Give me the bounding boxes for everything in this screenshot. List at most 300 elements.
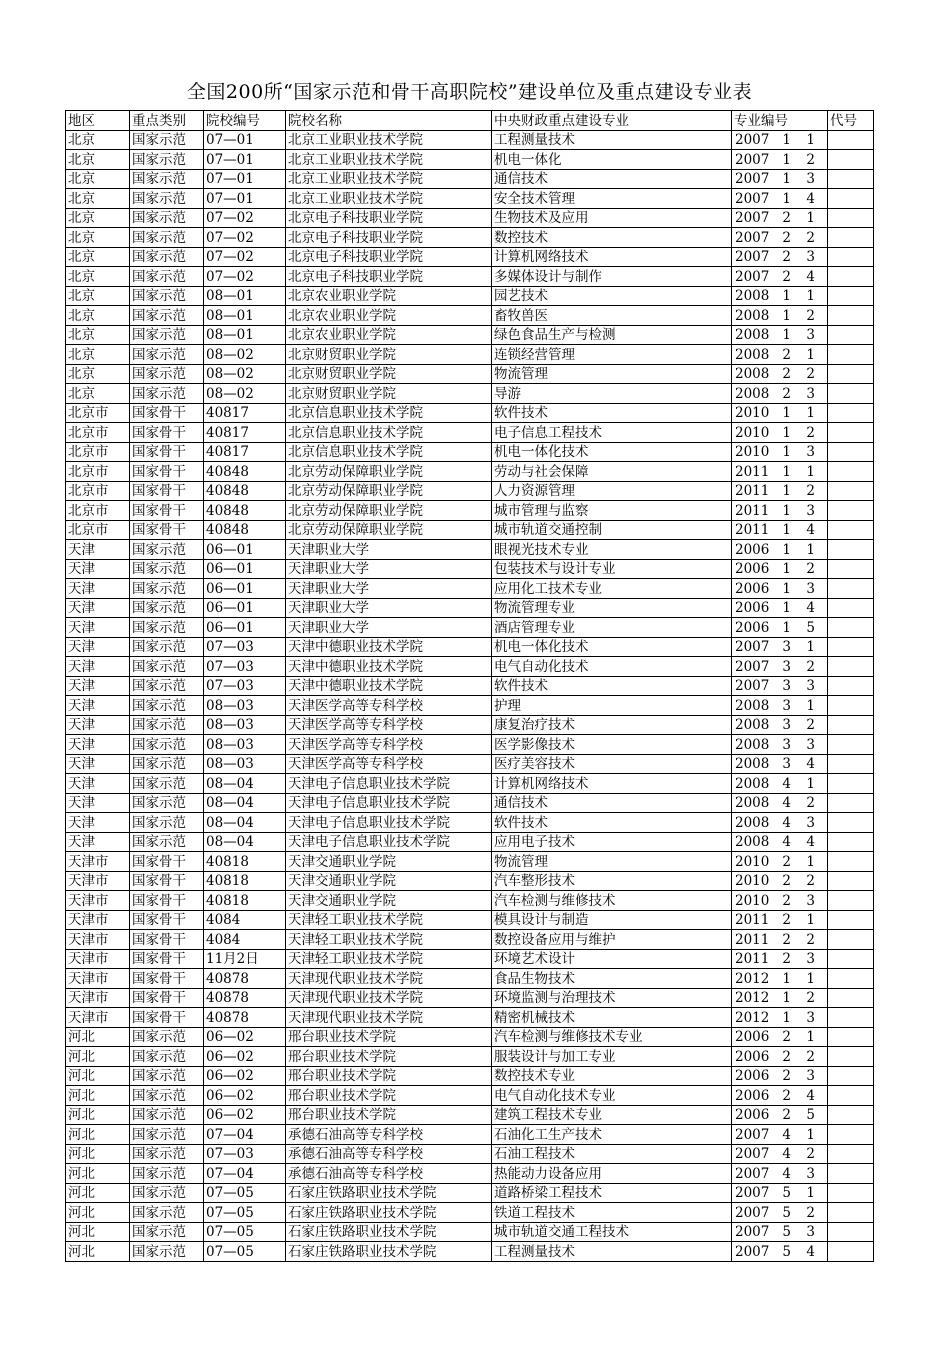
cell-category[interactable]: 国家示范 [130,189,204,209]
cell-major[interactable]: 软件技术 [492,813,732,833]
cell-code[interactable] [828,364,874,384]
cell-code[interactable] [828,462,874,482]
cell-region[interactable]: 河北 [66,1203,130,1223]
cell-major[interactable]: 医疗美容技术 [492,754,732,774]
cell-category[interactable]: 国家示范 [130,1164,204,1184]
cell-major[interactable]: 导游 [492,384,732,404]
cell-region[interactable]: 北京 [66,130,130,150]
cell-school-code[interactable]: 40878 [204,1008,286,1028]
cell-school-name[interactable]: 天津现代职业技术学院 [286,1008,492,1028]
cell-region[interactable]: 天津市 [66,949,130,969]
cell-school-code[interactable]: 07—03 [204,1144,286,1164]
cell-school-code[interactable]: 08—04 [204,793,286,813]
cell-school-name[interactable]: 北京电子科技职业学院 [286,228,492,248]
cell-code[interactable] [828,286,874,306]
cell-school-code[interactable]: 08—02 [204,384,286,404]
cell-code[interactable] [828,676,874,696]
cell-school-code[interactable]: 40878 [204,969,286,989]
header-cell-school-name[interactable]: 院校名称 [286,111,492,131]
cell-region[interactable]: 河北 [66,1222,130,1242]
cell-school-name[interactable]: 天津医学高等专科学校 [286,715,492,735]
cell-major-code[interactable] [732,1047,828,1067]
cell-major-code[interactable] [732,852,828,872]
cell-school-name[interactable]: 邢台职业技术学院 [286,1086,492,1106]
cell-code[interactable] [828,208,874,228]
cell-major-code[interactable] [732,559,828,579]
cell-region[interactable]: 北京 [66,208,130,228]
cell-school-code[interactable]: 40848 [204,501,286,521]
cell-major[interactable]: 城市轨道交通控制 [492,520,732,540]
cell-school-name[interactable]: 天津医学高等专科学校 [286,735,492,755]
cell-school-code[interactable]: 40818 [204,871,286,891]
cell-code[interactable] [828,267,874,287]
cell-school-name[interactable]: 天津轻工职业技术学院 [286,910,492,930]
cell-category[interactable]: 国家示范 [130,813,204,833]
cell-school-code[interactable]: 07—05 [204,1242,286,1262]
cell-code[interactable] [828,247,874,267]
cell-major[interactable]: 机电一体化技术 [492,637,732,657]
cell-code[interactable] [828,423,874,443]
cell-code[interactable] [828,540,874,560]
cell-code[interactable] [828,910,874,930]
cell-code[interactable] [828,520,874,540]
cell-school-code[interactable]: 08—01 [204,325,286,345]
cell-category[interactable]: 国家示范 [130,267,204,287]
cell-major[interactable]: 多媒体设计与制作 [492,267,732,287]
cell-major-code[interactable] [732,1027,828,1047]
cell-school-name[interactable]: 北京电子科技职业学院 [286,208,492,228]
cell-category[interactable]: 国家示范 [130,130,204,150]
cell-region[interactable]: 天津市 [66,891,130,911]
cell-category[interactable]: 国家骨干 [130,910,204,930]
cell-school-code[interactable]: 07—03 [204,657,286,677]
cell-category[interactable]: 国家示范 [130,735,204,755]
cell-code[interactable] [828,345,874,365]
cell-major[interactable]: 工程测量技术 [492,130,732,150]
cell-school-code[interactable]: 08—02 [204,364,286,384]
cell-region[interactable]: 河北 [66,1144,130,1164]
cell-category[interactable]: 国家示范 [130,208,204,228]
cell-category[interactable]: 国家示范 [130,1027,204,1047]
cell-code[interactable] [828,501,874,521]
cell-major-code[interactable] [732,150,828,170]
cell-code[interactable] [828,325,874,345]
cell-school-name[interactable]: 北京农业职业学院 [286,306,492,326]
cell-region[interactable]: 天津 [66,540,130,560]
cell-code[interactable] [828,1242,874,1262]
cell-region[interactable]: 天津 [66,598,130,618]
cell-category[interactable]: 国家示范 [130,637,204,657]
cell-region[interactable]: 北京市 [66,481,130,501]
cell-major-code[interactable] [732,169,828,189]
cell-category[interactable]: 国家示范 [130,579,204,599]
cell-school-name[interactable]: 天津医学高等专科学校 [286,754,492,774]
cell-region[interactable]: 河北 [66,1164,130,1184]
cell-region[interactable]: 天津市 [66,969,130,989]
cell-school-code[interactable]: 08—03 [204,696,286,716]
cell-major-code[interactable] [732,520,828,540]
cell-school-name[interactable]: 北京劳动保障职业学院 [286,481,492,501]
cell-school-code[interactable]: 07—01 [204,130,286,150]
cell-category[interactable]: 国家骨干 [130,871,204,891]
cell-major-code[interactable] [732,501,828,521]
cell-category[interactable]: 国家示范 [130,150,204,170]
cell-major-code[interactable] [732,130,828,150]
cell-school-name[interactable]: 承德石油高等专科学校 [286,1144,492,1164]
cell-major-code[interactable] [732,228,828,248]
cell-category[interactable]: 国家示范 [130,540,204,560]
cell-code[interactable] [828,1222,874,1242]
cell-school-code[interactable]: 08—04 [204,813,286,833]
cell-major[interactable]: 软件技术 [492,676,732,696]
cell-major-code[interactable] [732,793,828,813]
cell-major-code[interactable] [732,579,828,599]
header-cell-school-code[interactable]: 院校编号 [204,111,286,131]
cell-school-name[interactable]: 北京工业职业技术学院 [286,130,492,150]
cell-major[interactable]: 道路桥梁工程技术 [492,1183,732,1203]
cell-major-code[interactable] [732,618,828,638]
cell-major[interactable]: 环境艺术设计 [492,949,732,969]
cell-code[interactable] [828,774,874,794]
cell-category[interactable]: 国家示范 [130,696,204,716]
cell-category[interactable]: 国家示范 [130,598,204,618]
cell-school-code[interactable]: 4084 [204,930,286,950]
cell-major[interactable]: 数控技术 [492,228,732,248]
cell-region[interactable]: 河北 [66,1125,130,1145]
cell-region[interactable]: 河北 [66,1047,130,1067]
cell-code[interactable] [828,598,874,618]
cell-region[interactable]: 北京 [66,267,130,287]
cell-school-code[interactable]: 06—01 [204,559,286,579]
cell-major-code[interactable] [732,715,828,735]
cell-code[interactable] [828,559,874,579]
cell-region[interactable]: 天津市 [66,910,130,930]
cell-code[interactable] [828,1164,874,1184]
cell-region[interactable]: 天津 [66,559,130,579]
cell-school-code[interactable]: 07—01 [204,169,286,189]
cell-major[interactable]: 石油化工生产技术 [492,1125,732,1145]
cell-major[interactable]: 环境监测与治理技术 [492,988,732,1008]
cell-major[interactable]: 数控设备应用与维护 [492,930,732,950]
cell-major-code[interactable] [732,1164,828,1184]
cell-region[interactable]: 天津 [66,579,130,599]
cell-code[interactable] [828,1183,874,1203]
cell-region[interactable]: 天津市 [66,852,130,872]
cell-school-name[interactable]: 天津职业大学 [286,618,492,638]
cell-region[interactable]: 北京 [66,247,130,267]
cell-school-code[interactable]: 08—04 [204,774,286,794]
cell-school-name[interactable]: 邢台职业技术学院 [286,1047,492,1067]
cell-school-name[interactable]: 北京信息职业技术学院 [286,423,492,443]
cell-school-name[interactable]: 承德石油高等专科学校 [286,1164,492,1184]
cell-school-name[interactable]: 石家庄铁路职业技术学院 [286,1222,492,1242]
cell-region[interactable]: 北京 [66,306,130,326]
cell-major-code[interactable] [732,969,828,989]
cell-major[interactable]: 酒店管理专业 [492,618,732,638]
cell-school-name[interactable]: 天津电子信息职业技术学院 [286,813,492,833]
cell-major-code[interactable] [732,462,828,482]
cell-major-code[interactable] [732,988,828,1008]
cell-category[interactable]: 国家示范 [130,325,204,345]
cell-code[interactable] [828,793,874,813]
cell-region[interactable]: 北京 [66,228,130,248]
cell-code[interactable] [828,150,874,170]
cell-code[interactable] [828,306,874,326]
cell-region[interactable]: 天津 [66,676,130,696]
cell-major-code[interactable] [732,306,828,326]
cell-code[interactable] [828,930,874,950]
cell-region[interactable]: 天津 [66,832,130,852]
cell-major[interactable]: 物流管理专业 [492,598,732,618]
cell-category[interactable]: 国家骨干 [130,1008,204,1028]
cell-category[interactable]: 国家示范 [130,1242,204,1262]
cell-school-code[interactable]: 07—01 [204,189,286,209]
cell-region[interactable]: 北京 [66,384,130,404]
cell-school-code[interactable]: 40818 [204,852,286,872]
cell-region[interactable]: 河北 [66,1086,130,1106]
cell-region[interactable]: 天津 [66,735,130,755]
cell-region[interactable]: 天津 [66,696,130,716]
cell-major-code[interactable] [732,1086,828,1106]
cell-category[interactable]: 国家示范 [130,1105,204,1125]
cell-major[interactable]: 城市轨道交通工程技术 [492,1222,732,1242]
cell-school-name[interactable]: 天津职业大学 [286,598,492,618]
cell-school-code[interactable]: 07—03 [204,637,286,657]
cell-major[interactable]: 计算机网络技术 [492,774,732,794]
cell-school-code[interactable]: 40818 [204,891,286,911]
cell-school-code[interactable]: 06—02 [204,1047,286,1067]
cell-category[interactable]: 国家骨干 [130,462,204,482]
cell-school-code[interactable]: 06—02 [204,1066,286,1086]
cell-major[interactable]: 机电一体化技术 [492,442,732,462]
cell-major[interactable]: 建筑工程技术专业 [492,1105,732,1125]
cell-school-name[interactable]: 北京信息职业技术学院 [286,442,492,462]
cell-major-code[interactable] [732,286,828,306]
cell-major[interactable]: 电气自动化技术专业 [492,1086,732,1106]
cell-major[interactable]: 汽车检测与维修技术专业 [492,1027,732,1047]
cell-code[interactable] [828,130,874,150]
cell-school-code[interactable]: 40817 [204,442,286,462]
cell-school-name[interactable]: 北京信息职业技术学院 [286,403,492,423]
cell-category[interactable]: 国家示范 [130,345,204,365]
cell-code[interactable] [828,949,874,969]
cell-school-code[interactable]: 06—01 [204,618,286,638]
cell-region[interactable]: 河北 [66,1066,130,1086]
cell-major[interactable]: 铁道工程技术 [492,1203,732,1223]
cell-major-code[interactable] [732,403,828,423]
cell-school-name[interactable]: 天津现代职业技术学院 [286,969,492,989]
cell-school-name[interactable]: 邢台职业技术学院 [286,1066,492,1086]
cell-category[interactable]: 国家示范 [130,754,204,774]
header-cell-region[interactable]: 地区 [66,111,130,131]
cell-major[interactable]: 机电一体化 [492,150,732,170]
cell-major[interactable]: 通信技术 [492,169,732,189]
cell-major[interactable]: 医学影像技术 [492,735,732,755]
cell-code[interactable] [828,481,874,501]
cell-school-code[interactable]: 06—02 [204,1086,286,1106]
cell-major[interactable]: 应用化工技术专业 [492,579,732,599]
cell-major[interactable]: 精密机械技术 [492,1008,732,1028]
cell-major[interactable]: 工程测量技术 [492,1242,732,1262]
cell-code[interactable] [828,228,874,248]
cell-major-code[interactable] [732,325,828,345]
cell-region[interactable]: 北京 [66,169,130,189]
cell-major[interactable]: 服装设计与加工专业 [492,1047,732,1067]
cell-major-code[interactable] [732,637,828,657]
cell-major[interactable]: 数控技术专业 [492,1066,732,1086]
cell-region[interactable]: 天津 [66,637,130,657]
cell-region[interactable]: 北京市 [66,520,130,540]
cell-code[interactable] [828,1086,874,1106]
cell-code[interactable] [828,813,874,833]
cell-school-name[interactable]: 天津职业大学 [286,540,492,560]
cell-major-code[interactable] [732,1222,828,1242]
cell-category[interactable]: 国家示范 [130,1222,204,1242]
cell-category[interactable]: 国家示范 [130,247,204,267]
cell-school-code[interactable]: 06—01 [204,598,286,618]
cell-school-name[interactable]: 北京电子科技职业学院 [286,247,492,267]
cell-school-name[interactable]: 石家庄铁路职业技术学院 [286,1183,492,1203]
cell-region[interactable]: 河北 [66,1105,130,1125]
cell-major[interactable]: 应用电子技术 [492,832,732,852]
cell-school-name[interactable]: 天津交通职业学院 [286,871,492,891]
cell-major-code[interactable] [732,891,828,911]
cell-code[interactable] [828,735,874,755]
cell-major-code[interactable] [732,442,828,462]
cell-major[interactable]: 电气自动化技术 [492,657,732,677]
cell-category[interactable]: 国家示范 [130,657,204,677]
cell-code[interactable] [828,696,874,716]
cell-code[interactable] [828,1027,874,1047]
cell-school-name[interactable]: 北京劳动保障职业学院 [286,520,492,540]
cell-category[interactable]: 国家骨干 [130,930,204,950]
cell-school-code[interactable]: 4084 [204,910,286,930]
cell-school-code[interactable]: 08—02 [204,345,286,365]
cell-category[interactable]: 国家示范 [130,1144,204,1164]
cell-school-code[interactable]: 07—04 [204,1125,286,1145]
cell-code[interactable] [828,988,874,1008]
cell-category[interactable]: 国家骨干 [130,949,204,969]
cell-major-code[interactable] [732,754,828,774]
cell-category[interactable]: 国家示范 [130,1086,204,1106]
cell-school-code[interactable]: 06—01 [204,540,286,560]
cell-school-code[interactable]: 08—03 [204,715,286,735]
cell-code[interactable] [828,1066,874,1086]
cell-category[interactable]: 国家骨干 [130,403,204,423]
cell-school-name[interactable]: 北京电子科技职业学院 [286,267,492,287]
cell-code[interactable] [828,1047,874,1067]
cell-region[interactable]: 北京市 [66,403,130,423]
cell-school-code[interactable]: 11月2日 [204,949,286,969]
cell-major-code[interactable] [732,481,828,501]
cell-category[interactable]: 国家示范 [130,1203,204,1223]
cell-category[interactable]: 国家骨干 [130,891,204,911]
cell-major[interactable]: 汽车检测与维修技术 [492,891,732,911]
cell-category[interactable]: 国家示范 [130,364,204,384]
header-cell-major[interactable]: 中央财政重点建设专业 [492,111,732,131]
cell-category[interactable]: 国家骨干 [130,481,204,501]
cell-school-code[interactable]: 07—02 [204,208,286,228]
cell-major[interactable]: 石油工程技术 [492,1144,732,1164]
cell-code[interactable] [828,384,874,404]
cell-school-code[interactable]: 06—02 [204,1027,286,1047]
cell-school-code[interactable]: 07—03 [204,676,286,696]
cell-school-code[interactable]: 08—04 [204,832,286,852]
cell-region[interactable]: 天津市 [66,871,130,891]
cell-major[interactable]: 热能动力设备应用 [492,1164,732,1184]
cell-school-code[interactable]: 08—03 [204,754,286,774]
cell-region[interactable]: 天津 [66,618,130,638]
cell-school-name[interactable]: 北京工业职业技术学院 [286,169,492,189]
cell-school-name[interactable]: 石家庄铁路职业技术学院 [286,1242,492,1262]
cell-major[interactable]: 包装技术与设计专业 [492,559,732,579]
cell-school-code[interactable]: 40817 [204,403,286,423]
cell-school-code[interactable]: 08—01 [204,306,286,326]
cell-region[interactable]: 北京市 [66,423,130,443]
cell-school-code[interactable]: 06—02 [204,1105,286,1125]
cell-major[interactable]: 劳动与社会保障 [492,462,732,482]
cell-region[interactable]: 天津 [66,774,130,794]
cell-school-code[interactable]: 40848 [204,520,286,540]
cell-region[interactable]: 北京 [66,364,130,384]
cell-major-code[interactable] [732,1183,828,1203]
cell-school-name[interactable]: 天津中德职业技术学院 [286,637,492,657]
cell-school-name[interactable]: 北京财贸职业学院 [286,364,492,384]
cell-category[interactable]: 国家示范 [130,832,204,852]
cell-major-code[interactable] [732,871,828,891]
cell-major[interactable]: 生物技术及应用 [492,208,732,228]
cell-major[interactable]: 园艺技术 [492,286,732,306]
cell-region[interactable]: 天津市 [66,988,130,1008]
cell-major[interactable]: 城市管理与监察 [492,501,732,521]
cell-major-code[interactable] [732,813,828,833]
cell-code[interactable] [828,715,874,735]
cell-major-code[interactable] [732,696,828,716]
cell-major[interactable]: 眼视光技术专业 [492,540,732,560]
cell-category[interactable]: 国家示范 [130,559,204,579]
cell-region[interactable]: 河北 [66,1242,130,1262]
cell-category[interactable]: 国家骨干 [130,969,204,989]
cell-region[interactable]: 北京 [66,345,130,365]
cell-school-name[interactable]: 天津职业大学 [286,579,492,599]
cell-school-code[interactable]: 08—03 [204,735,286,755]
cell-category[interactable]: 国家骨干 [130,852,204,872]
cell-region[interactable]: 天津 [66,657,130,677]
cell-school-name[interactable]: 北京财贸职业学院 [286,384,492,404]
cell-major[interactable]: 电子信息工程技术 [492,423,732,443]
cell-school-name[interactable]: 天津中德职业技术学院 [286,657,492,677]
cell-region[interactable]: 北京 [66,189,130,209]
cell-code[interactable] [828,1203,874,1223]
cell-code[interactable] [828,754,874,774]
cell-major-code[interactable] [732,1203,828,1223]
cell-school-name[interactable]: 天津交通职业学院 [286,891,492,911]
cell-school-code[interactable]: 07—05 [204,1203,286,1223]
cell-category[interactable]: 国家示范 [130,1125,204,1145]
cell-category[interactable]: 国家示范 [130,384,204,404]
cell-school-name[interactable]: 天津现代职业技术学院 [286,988,492,1008]
cell-major[interactable]: 物流管理 [492,364,732,384]
cell-school-name[interactable]: 北京劳动保障职业学院 [286,501,492,521]
cell-school-name[interactable]: 天津中德职业技术学院 [286,676,492,696]
cell-major[interactable]: 汽车整形技术 [492,871,732,891]
cell-school-code[interactable]: 07—05 [204,1222,286,1242]
cell-major[interactable]: 绿色食品生产与检测 [492,325,732,345]
cell-category[interactable]: 国家示范 [130,228,204,248]
cell-major[interactable]: 食品生物技术 [492,969,732,989]
cell-code[interactable] [828,891,874,911]
cell-school-code[interactable]: 07—02 [204,267,286,287]
